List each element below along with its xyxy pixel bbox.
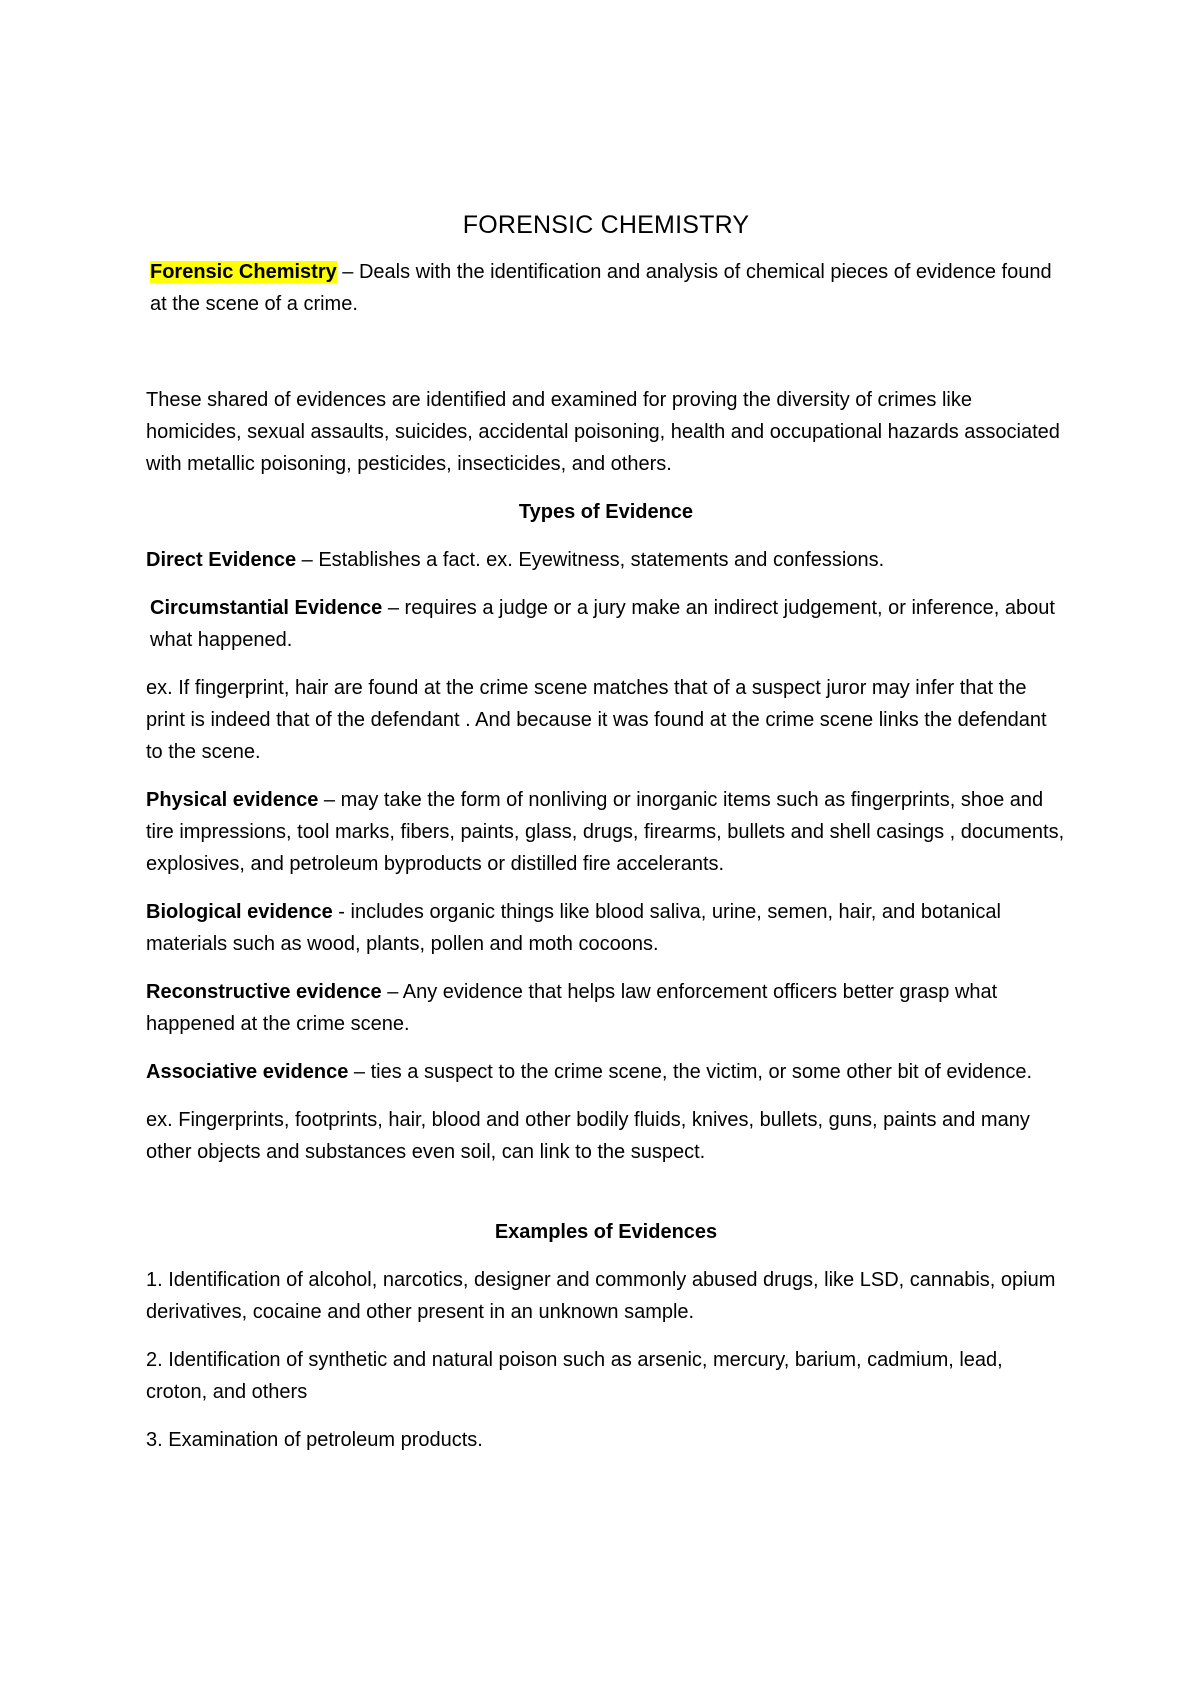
example-item: 2. Identification of synthetic and natural poison such as arsenic, mercury, barium, cadmium, lead, croton, and others: [146, 1349, 1003, 1403]
document-body: [146, 208, 1066, 1472]
type-text: – may take the form of nonliving or inorganic items such as fingerprints, shoe and tire impressions, tool marks, fibers, paints, glass, drugs, firearms, bullets and shell casings , documents, explosives, and petroleum byproducts or distilled fire accelerants.: [146, 789, 1065, 875]
type-associative-example: ex. Fingerprints, footprints, hair, blood and other bodily fluids, knives, bullets, guns, paints and many other objects and substances even soil, can link to the suspect.: [146, 1109, 1030, 1163]
types-heading: Types of Evidence: [518, 501, 694, 523]
intro-paragraph: [146, 256, 1066, 320]
document-title: FORENSIC CHEMISTRY: [462, 211, 750, 239]
type-reconstructive: [146, 976, 1066, 1040]
type-physical: [146, 784, 1066, 880]
type-associative: [146, 1056, 1066, 1088]
examples-heading: Examples of Evidences: [494, 1221, 718, 1243]
type-text: – Establishes a fact. ex. Eyewitness, statements and confessions.: [296, 549, 885, 571]
type-term: Physical evidence: [146, 789, 319, 811]
type-term: Reconstructive evidence: [146, 981, 382, 1003]
type-term: Circumstantial Evidence: [150, 597, 383, 619]
type-text: - includes organic things like blood saliva, urine, semen, hair, and botanical materials such as wood, plants, pollen and moth cocoons.: [146, 901, 1001, 955]
example-item: 1. Identification of alcohol, narcotics, designer and commonly abused drugs, like LSD, cannabis, opium derivatives, cocaine and other present in an unknown sample.: [146, 1269, 1056, 1323]
type-text: – Any evidence that helps law enforcement officers better grasp what happened at the crime scene.: [146, 981, 998, 1035]
type-text: – ties a suspect to the crime scene, the victim, or some other bit of evidence.: [348, 1061, 1032, 1083]
type-term: Biological evidence: [146, 901, 333, 923]
type-biological: [146, 896, 1066, 960]
intro-text: – Deals with the identification and analysis of chemical pieces of evidence found at the scene of a crime.: [150, 261, 1052, 315]
type-direct: [146, 544, 1066, 576]
type-text: – requires a judge or a jury make an indirect judgement, or inference, about what happened.: [150, 597, 1055, 651]
example-item: 3. Examination of petroleum products.: [146, 1429, 483, 1451]
shared-evidences-paragraph: These shared of evidences are identified and examined for proving the diversity of crimes like homicides, sexual assaults, suicides, accidental poisoning, health and occupational hazards associated with metallic poisoning, pesticides, insecticides, and others.: [146, 389, 1060, 475]
intro-term: Forensic Chemistry: [150, 261, 337, 283]
type-circumstantial-example: ex. If fingerprint, hair are found at the crime scene matches that of a suspect juror may infer that the print is indeed that of the defendant . And because it was found at the crime scene links the defendant to the scene.: [146, 677, 1047, 763]
type-circumstantial: [146, 592, 1066, 656]
type-term: Direct Evidence: [146, 549, 297, 571]
type-term: Associative evidence: [146, 1061, 349, 1083]
